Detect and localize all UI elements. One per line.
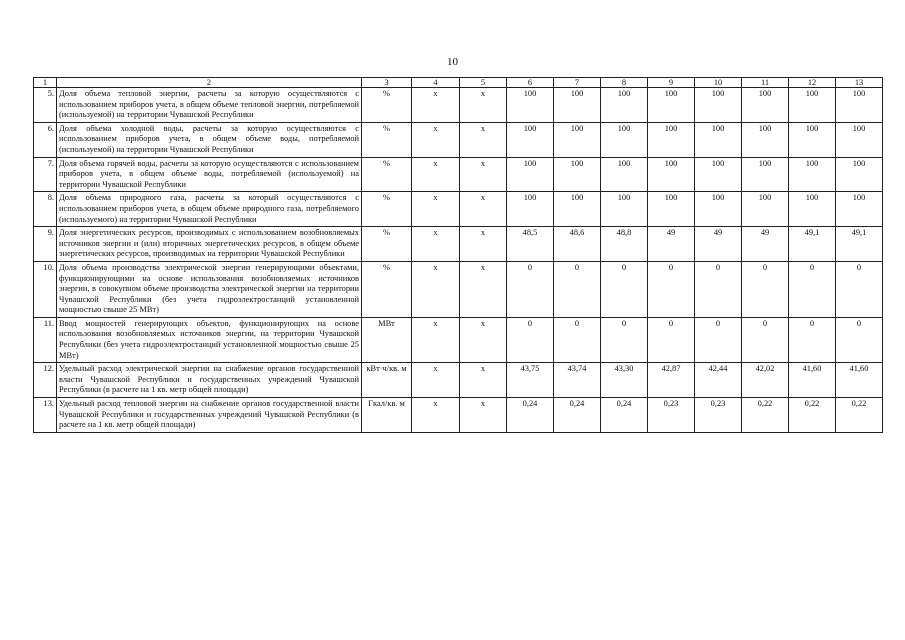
row-number: 5. [34,88,57,123]
unit-cell: % [362,88,412,123]
indicator-name: Доля объема тепловой энергии, расчеты за которую осуществляются с использованием приборов учета, в общем объеме тепловой энергии, потребляемой (используемой) на территории Чувашской Республики [57,88,362,123]
value-cell: x [460,88,507,123]
value-cell: 49 [695,227,742,262]
value-cell: 0,22 [789,398,836,433]
indicator-name: Удельный расход электрической энергии на снабжение органов государственной власти Чувашской Республики и государственных учреждений Чувашской Республики (в расчете на 1 кв. метр общей площади) [57,363,362,398]
indicator-name: Доля объема производства электрической энергии генерирующими объектами, функционирующими на основе использования возобновляемых источников энергии, в совокупном объеме производства электрической энергии на территории Чувашской Республики (без учета гидроэлектростанций установленной мощностью свыше 25 МВт) [57,261,362,317]
indicator-name: Доля энергетических ресурсов, производимых с использованием возобновляемых источников энергии и (или) вторичных энергетических ресурсов, в общем объеме энергетических ресурсов, производимых на территории Чувашской Республики [57,227,362,262]
value-cell: 100 [742,157,789,192]
value-cell: 0,22 [836,398,883,433]
value-cell: 100 [648,88,695,123]
value-cell: x [460,157,507,192]
value-cell: 0 [836,317,883,362]
value-cell: 0,24 [507,398,554,433]
value-cell: 100 [836,122,883,157]
value-cell: 48,5 [507,227,554,262]
value-cell: 0,24 [601,398,648,433]
value-cell: x [412,192,460,227]
unit-cell: Гкал/кв. м [362,398,412,433]
value-cell: 100 [789,157,836,192]
value-cell: 0 [554,261,601,317]
value-cell: 100 [695,157,742,192]
value-cell: x [412,227,460,262]
table-body [34,78,883,433]
header-cell: 13 [836,78,883,88]
table-row [34,363,883,398]
value-cell: 43,30 [601,363,648,398]
table-row [34,192,883,227]
value-cell: 100 [742,192,789,227]
value-cell: x [460,261,507,317]
value-cell: x [412,157,460,192]
unit-cell: % [362,227,412,262]
unit-cell: % [362,122,412,157]
value-cell: x [460,363,507,398]
value-cell: x [412,88,460,123]
value-cell: 48,6 [554,227,601,262]
value-cell: 0 [789,317,836,362]
row-number: 9. [34,227,57,262]
unit-cell: % [362,157,412,192]
table-row [34,261,883,317]
value-cell: 48,8 [601,227,648,262]
row-number: 7. [34,157,57,192]
value-cell: 100 [554,157,601,192]
table-row [34,88,883,123]
value-cell: x [412,122,460,157]
value-cell: 0 [554,317,601,362]
row-number: 10. [34,261,57,317]
value-cell: 0 [601,317,648,362]
row-number: 13. [34,398,57,433]
value-cell: 49,1 [836,227,883,262]
header-cell: 5 [460,78,507,88]
row-number: 8. [34,192,57,227]
value-cell: 100 [742,88,789,123]
indicator-name: Доля объема природного газа, расчеты за который осуществляются с использованием приборов учета, в общем объеме природного газа, потребляемого (используемого) на территории Чувашской Республики [57,192,362,227]
indicator-name: Удельный расход тепловой энергии на снабжение органов государственной власти Чувашской Республики и государственных учреждений Чувашской Республики (в расчете на 1 кв. метр общей площади) [57,398,362,433]
value-cell: 100 [789,88,836,123]
value-cell: 0 [742,261,789,317]
value-cell: 100 [601,192,648,227]
value-cell: 42,02 [742,363,789,398]
value-cell: 0 [836,261,883,317]
value-cell: x [412,261,460,317]
value-cell: 0,22 [742,398,789,433]
table-row [34,227,883,262]
value-cell: 100 [648,192,695,227]
value-cell: 100 [601,122,648,157]
value-cell: 100 [695,88,742,123]
header-cell: 2 [57,78,362,88]
value-cell: 100 [836,88,883,123]
value-cell: x [412,317,460,362]
value-cell: 100 [601,88,648,123]
table-row [34,157,883,192]
value-cell: 0 [507,261,554,317]
value-cell: 100 [507,192,554,227]
indicators-table [33,77,883,433]
row-number: 11. [34,317,57,362]
value-cell: 0 [601,261,648,317]
page-number: 10 [447,56,458,68]
header-cell: 10 [695,78,742,88]
value-cell: 0 [789,261,836,317]
value-cell: x [460,317,507,362]
header-cell: 12 [789,78,836,88]
value-cell: x [460,192,507,227]
value-cell: x [460,227,507,262]
row-number: 12. [34,363,57,398]
table-row [34,317,883,362]
header-cell: 11 [742,78,789,88]
header-cell: 4 [412,78,460,88]
value-cell: 43,75 [507,363,554,398]
header-row [34,78,883,88]
unit-cell: % [362,261,412,317]
indicator-name: Доля объема горячей воды, расчеты за которую осуществляются с использованием приборов учета, в общем объеме воды, потребляемой (используемой) на территории Чувашской Республики [57,157,362,192]
value-cell: x [412,398,460,433]
value-cell: 42,44 [695,363,742,398]
value-cell: 0 [695,261,742,317]
value-cell: 0 [648,317,695,362]
value-cell: 0,24 [554,398,601,433]
value-cell: 100 [554,192,601,227]
value-cell: 100 [695,192,742,227]
header-cell: 7 [554,78,601,88]
value-cell: 100 [648,157,695,192]
value-cell: 0,23 [695,398,742,433]
table-row [34,398,883,433]
value-cell: 43,74 [554,363,601,398]
value-cell: 100 [507,157,554,192]
value-cell: 100 [789,192,836,227]
table-row [34,122,883,157]
value-cell: 41,60 [836,363,883,398]
value-cell: 100 [648,122,695,157]
indicator-name: Доля объема холодной воды, расчеты за которую осуществляются с использованием приборов учета, в общем объеме воды, потребляемой (используемой) на территории Чувашской Республики [57,122,362,157]
header-cell: 1 [34,78,57,88]
value-cell: 100 [695,122,742,157]
header-cell: 6 [507,78,554,88]
value-cell: x [460,122,507,157]
unit-cell: МВт [362,317,412,362]
value-cell: 49 [742,227,789,262]
unit-cell: кВт·ч/кв. м [362,363,412,398]
value-cell: 100 [554,88,601,123]
header-cell: 8 [601,78,648,88]
value-cell: 49,1 [789,227,836,262]
row-number: 6. [34,122,57,157]
value-cell: 0,23 [648,398,695,433]
unit-cell: % [362,192,412,227]
value-cell: 100 [507,122,554,157]
value-cell: 42,87 [648,363,695,398]
value-cell: 100 [601,157,648,192]
value-cell: 0 [695,317,742,362]
value-cell: 100 [507,88,554,123]
value-cell: 41,60 [789,363,836,398]
header-cell: 3 [362,78,412,88]
indicator-name: Ввод мощностей генерирующих объектов, функционирующих на основе использования возобновляемых источников энергии, на территории Чувашской Республики (без учета гидроэлектростанций установленной мощностью свыше 25 МВт) [57,317,362,362]
value-cell: x [460,398,507,433]
value-cell: 100 [742,122,789,157]
value-cell: 100 [836,157,883,192]
value-cell: 100 [554,122,601,157]
value-cell: 0 [742,317,789,362]
value-cell: 49 [648,227,695,262]
value-cell: 0 [648,261,695,317]
header-cell: 9 [648,78,695,88]
value-cell: 100 [836,192,883,227]
value-cell: x [412,363,460,398]
value-cell: 0 [507,317,554,362]
value-cell: 100 [789,122,836,157]
